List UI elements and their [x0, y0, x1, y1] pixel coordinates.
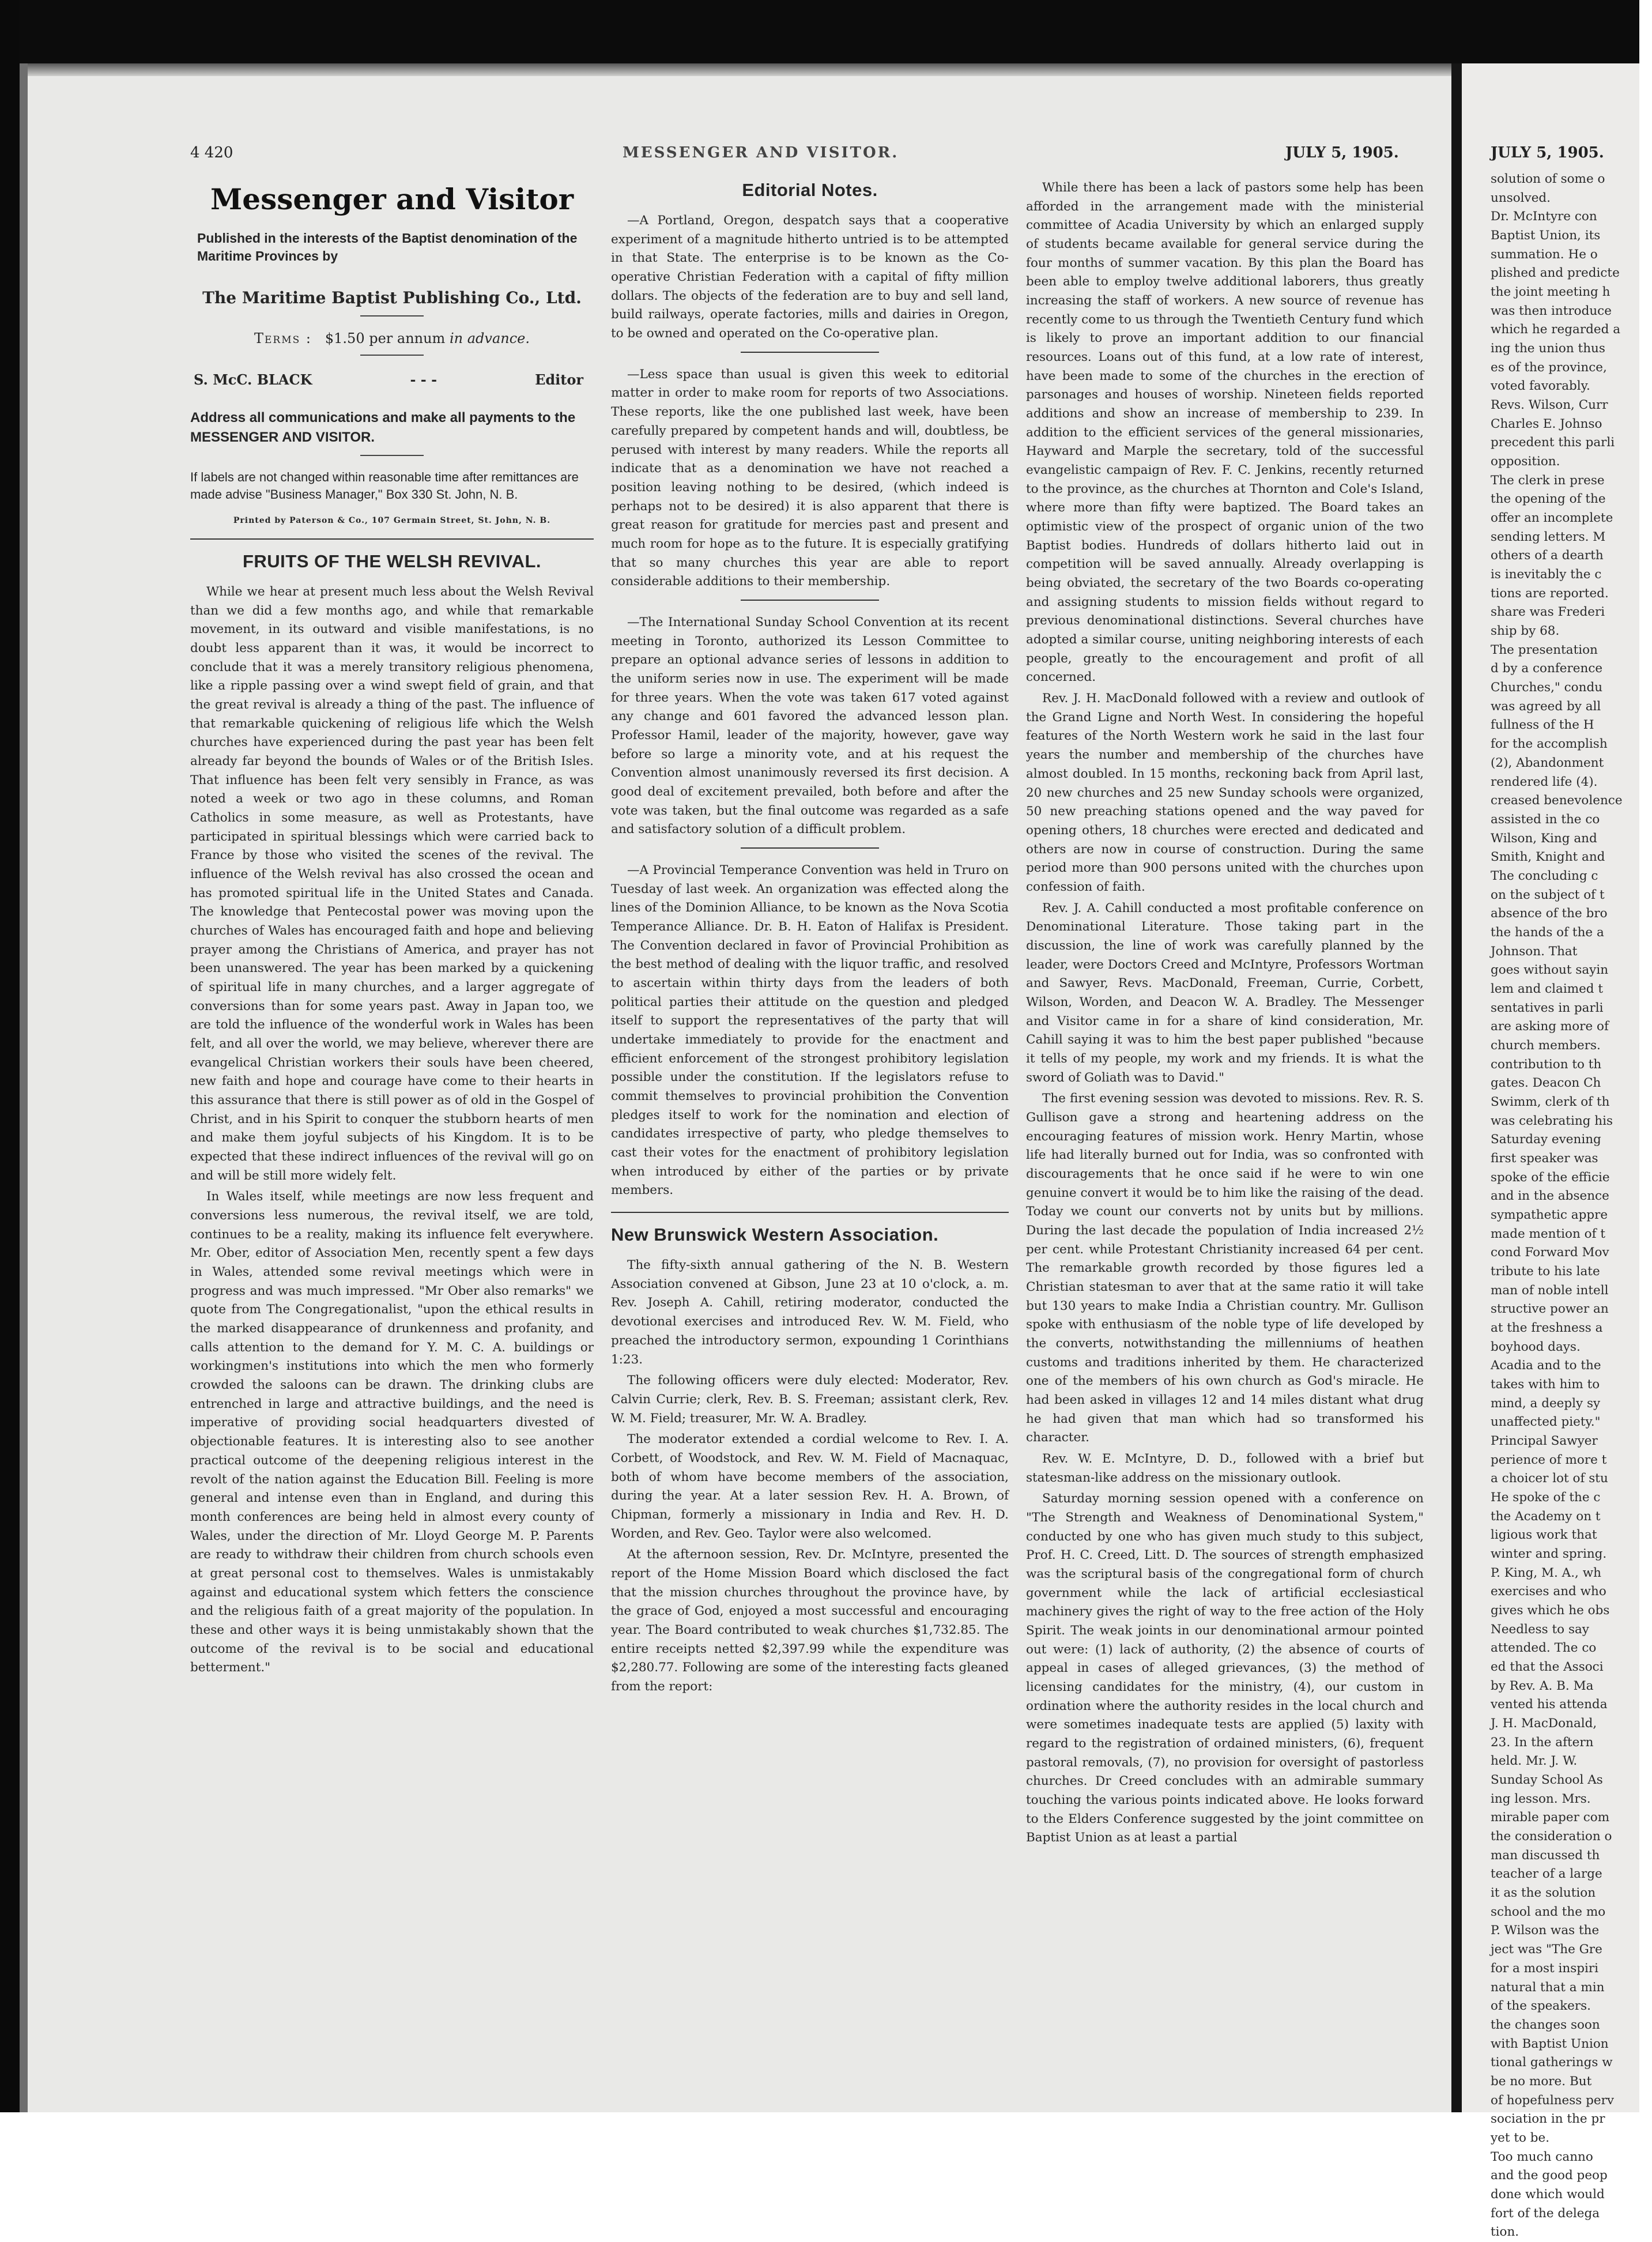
association-heading: New Brunswick Western Association. [611, 1224, 939, 1245]
editor-dashes: - - - [410, 371, 437, 389]
article-paragraph: Rev. J. A. Cahill conducted a most profitable conference on Denominational Literature. Those taking part in the discussion, the line of work was carefully planned by the leader, were Doctors Creed and McIntyre, Professors Wortman and Sawyer, Revs. MacDonald, Freeman, Currie, Corbett, Wilson, Worden, and Deacon W. A. Bradley. The Messenger and Visitor came in for a share of kind consideration, Mr. Cahill saying it was to him the best paper published "because it tells of my people, my work and my friends. It is what the sword of Goliath was to David." [1026, 900, 1424, 1085]
article-paragraph: Rev. W. E. McIntyre, D. D., followed with a brief but statesman-like address on the missionary outlook. [1026, 1452, 1424, 1485]
masthead-subtitle: Published in the interests of the Baptist denomination of the Maritime Provinces by [197, 231, 578, 264]
masthead-title: Messenger and Visitor [210, 182, 574, 216]
editor-line [190, 370, 594, 390]
divider [741, 847, 879, 849]
labels-notice: If labels are not changed within reasonable time after remittances are made advise "Business Manager," Box 330 St. John, N. B. [190, 470, 579, 502]
article-paragraph: While we hear at present much less about the Welsh Revival than we did a few months ago, and while that remarkable movement, in its outward and visible manifestations, is no doubt less apparent than it was, it would be incorrect to conclude that it was a merely transitory religious phenomena, like a ripple passing over a wind swept field of grain, and that the great revival is already a thing of the past. The influence of that remarkable quickening of religious life which the Welsh churches have experienced during the past year has been felt already far beyond the bounds of Wales or of the British Isles. That influence has been felt very sensibly in France, as was noted a week or two ago in these columns, and Roman Catholics in some measure, as well as Protestants, have participated in spiritual blessings which were carried back to France by those who visited the scenes of the revival. The influence of the Welsh revival has also crossed the ocean and has promoted spiritual life in the United States and Canada. The knowledge that Pentecostal power was moving upon the churches of Wales has encouraged faith and hope and believing prayer among the Christians of America, and prayer has not been unanswered. The year has been marked by a quickening of spiritual life in many churches, and a larger aggregate of conversions than for some years past. Away in Japan too, we are told the influence of the wonderful work in Wales has been felt, and all over the world, we may believe, wherever there are evangelical Christian workers their souls have been cheered, new faith and hope and courage have come to their hearts in this assurance that there is still power as of old in the Gospel of Christ, and in his Spirit to conquer the stubborn hearts of men and make them joyful subjects of his Kingdom. It is to be expected that these indirect influences of the revival will go on and will be still more widely felt. [190, 584, 594, 1183]
divider [611, 1212, 1009, 1213]
divider [360, 455, 424, 456]
column-3 [1026, 179, 1424, 2093]
article-paragraph: The moderator extended a cordial welcome to Rev. I. A. Corbett, of Woodstock, and Rev. W. M. Field of Macnaquac, both of whom have become members of the association, during the year. At a later session Rev. H. A. Brown, of Chipman, formerly a missionary in India and Rev. H. D. Worden, and Rev. Geo. Taylor were also welcomed. [611, 1432, 1009, 1541]
divider [741, 352, 879, 353]
editorial-note: —A Provincial Temperance Convention was held in Truro on Tuesday of last week. An organization was effected along the lines of the Dominion Alliance, to be known as the Nova Scotia Temperance Alliance. Dr. B. H. Eaton of Halifax is President. The Convention declared in favor of Provincial Prohibition as the best method of dealing with the liquor traffic, and resolved to ascertain within thirty days from the leaders of both political parties their attitude on the question and pledged itself to support the representatives of the party that will undertake immediately to provide for the enactment and efficient enforcement of the strongest prohibitory legislation possible under the constitution. If the legislators refuse to commit themselves to provincial prohibition the Convention pledges itself to work for the nomination and election of candidates irrespective of party, who pledge themselves to cast their votes for the enactment of prohibitory legislation when introduced by either of the parties or by private members. [611, 862, 1009, 1198]
divider [741, 600, 879, 601]
address-notice: Address all communications and make all payments to the MESSENGER AND VISITOR. [190, 409, 576, 446]
running-date: JULY 5, 1905. [1285, 144, 1399, 161]
terms-price: $1.50 per annum [325, 330, 446, 346]
article-paragraph: The following officers were duly elected: Moderator, Rev. Calvin Currie; clerk, Rev. B. S. Freeman; assistant clerk, Rev. W. M. Field; treasurer, Mr. W. A. Bradley. [611, 1373, 1009, 1426]
running-paper-title: MESSENGER AND VISITOR. [623, 144, 899, 161]
column-1 [190, 173, 594, 2087]
terms-suffix: in advance. [449, 330, 530, 346]
scan-left-shadow [20, 63, 28, 2112]
editorial-note: —Less space than usual is given this week to editorial matter in order to make room for reports of two Associations. These reports, like the one published last week, have been carefully prepared by competent hands and will, doubtless, be perused with interest by many readers. While the reports all indicate that as a denomination we have not reached a position leaving nothing to be desired, (which indeed is perhaps not to be desired) it is also apparent that there is great reason for gratitude for mercies past and present and much room for hope as to the future. It is especially gratifying that so many churches this year are able to report considerable additions to their membership. [611, 367, 1009, 589]
page-number: 4 420 [190, 144, 233, 161]
divider [360, 355, 424, 356]
facing-page-text: solution of some o unsolved. Dr. McIntyre con Baptist Union, its summation. He o plished and predicte the joint meeting h was then introduce which he regarded a ing the union thus es of the province, voted favorably. Revs. Wilson, Curr Charles E. Johnso precedent this parli opposition. The clerk in prese the opening of the offer an incomplete sending letters. M others of a dearth is inevitably the c tions are reported. share was Frederi ship by 68. The presentation d by a conference Churches," condu was agreed by all fullness of the H for the accomplish (2), Abandonment rendered life (4). creased benevolence assisted in the co Wilson, King and Smith, Knight and The concluding c on the subject of t absence of the bro the hands of the a Johnson. That goes without sayin lem and claimed t sentatives in parli are asking more of church members. contribution to th gates. Deacon Ch Swimm, clerk of th was celebrating his Saturday evening first speaker was spoke of the efficie and in the absence sympathetic appre made mention of t cond Forward Mov tribute to his late man of noble intell structive power an at the freshness a boyhood days. Acadia and to the takes with him to mind, a deeply sy unaffected piety." Principal Sawyer perience of more t a choicer lot of stu He spoke of the c the Academy on t ligious work that winter and spring. P. King, M. A., wh exercises and who gives which he obs Needless to say attended. The co ed that the Associ by Rev. A. B. Ma vented his attenda J. H. MacDonald, 23. In the aftern held. Mr. J. W. Sunday School As ing lesson. Mrs. mirable paper com the consideration o man discussed th teacher of a large it as the solution school and the mo P. Wilson was the ject was "The Gre for a most inspiri natural that a min of the speakers. the changes soon with Baptist Union tional gatherings w be no more. But of hopefulness perv sociation in the pr yet to be. Too much canno and the good peop done which would fort of the delega tion. [1491, 172, 1623, 2240]
scan-top-border [0, 0, 1639, 63]
article-paragraph: Rev. J. H. MacDonald followed with a review and outlook of the Grand Ligne and North West. In considering the hopeful features of the North Western work he said in the last four years the number and membership of the churches have almost doubled. In 15 months, reckoning back from April last, 20 new churches and 25 new Sunday schools were organized, 50 new preaching stations opened and the way paved for opening others, 18 churches were erected and dedicated and others are now in course of construction. During the same period more than 900 persons united with the churches upon confession of faith. [1026, 691, 1424, 894]
scan-left-border [0, 0, 20, 2112]
article-paragraph: At the afternoon session, Rev. Dr. McIntyre, presented the report of the Home Mission Board which disclosed the fact that the mission churches throughout the province have, by the grace of God, enjoyed a most successful and encouraging year. The Board contributed to weak churches $1,732.85. The entire receipts netted $2,397.99 while the expenditure was $2,280.77. Following are some of the interesting facts gleaned from the report: [611, 1547, 1009, 1694]
page-top-shadow [28, 63, 1451, 76]
subscription-terms [190, 328, 594, 349]
divider [190, 538, 594, 540]
article-paragraph: The fifty-sixth annual gathering of the N. B. Western Association convened at Gibson, June 23 at 10 o'clock, a. m. Rev. Joseph A. Cahill, retiring moderator, conducted the devotional exercises and introduced Rev. W. M. Field, who preached the introductory sermon, expounding 1 Corinthians 1:23. [611, 1258, 1009, 1367]
facing-page-date: JULY 5, 1905. [1491, 144, 1604, 161]
column-2 [611, 173, 1009, 2087]
editorial-notes-heading: Editorial Notes. [742, 180, 878, 200]
article-paragraph: While there has been a lack of pastors some help has been afforded in the arrangement made with the ministerial committee of Acadia University by which an enlarged supply of students became available for general service during the four months of summer vacation. By this plan the Board has been able to employ twelve additional laborers, thus greatly increasing the staff of workers. A new source of revenue has recently come to us through the Twentieth Century fund which is likely to prove an important addition to our financial resources. Loans out of this fund, at a low rate of interest, have been made to some of the churches in the erection of parsonages and houses of worship. Nineteen fields reported additions and show an increase of membership to 239. In addition to the efficient services of the general missionaries, Hayward and Marple the secretary, told of the successful evangelistic campaign of Rev. F. C. Jenkins, recently returned to the province, as the churches at Thornton and Cole's Island, where more than fifty were baptized. The Board takes an optimistic view of the prospect of organic union of the two Baptist bodies. Hundreds of dollars hitherto laid out in competition will be saved annually. Already overlapping is being obviated, the secretary of the two Boards co-operating and assigning students to mission fields without regard to previous denominational distinctions. Several churches have adopted a similar course, uniting neighboring interests of each people, greatly to the encouragement and profit of all concerned. [1026, 180, 1424, 685]
editorial-note: —The International Sunday School Convention at its recent meeting in Toronto, authorized its Lesson Committee to prepare an optional advance series of lessons in addition to the uniform series now in use. The experiment will be made for three years. When the vote was taken 617 voted against any change and 601 favored the advanced lesson plan. Professor Hamil, leader of the majority, however, gave way before so large a minority vote, and at his request the Convention almost unanimously reversed its first decision. A good deal of excitement prevailed, both before and after the vote was taken, but the final outcome was regarded as a safe and satisfactory solution of a difficult problem. [611, 615, 1009, 837]
facing-page [1462, 63, 1639, 2240]
editor-name: S. McC. BLACK [194, 371, 312, 389]
editorial-note: —A Portland, Oregon, despatch says that a cooperative experiment of a magnitude hitherto untried is to be attempted in that State. The enterprise is to be known as the Co-operative Christian Federation with a capital of fifty million dollars. The objects of the federation are to buy and sell land, build railways, operate factories, mills and dairies in Oregon, to be owned and operated on the Co-operative plan. [611, 213, 1009, 341]
publisher-name: The Maritime Baptist Publishing Co., Ltd. [202, 288, 582, 308]
article-heading-welsh-revival: FRUITS OF THE WELSH REVIVAL. [242, 551, 542, 571]
terms-label: Terms : [254, 330, 312, 346]
article-paragraph: The first evening session was devoted to missions. Rev. R. S. Gullison gave a strong and heartening address on the encouraging features of mission work. Henry Martin, whose life had literally burned out for India, was so confronted with discouragements that he once said if he were to win one genuine convert it would be to him like the raising of the dead. Today we count our converts not by units but by millions. During the last decade the population of India increased 2½ per cent. while Protestant Christianity increased 64 per cent. The remarkable growth recorded by those figures led a Christian statesman to aver that at the same ratio it will take but 130 years to make India a Christian country. Mr. Gullison spoke with enthusiasm of the noble type of life developed by the converts, notwithstanding the millenniums of heathen customs and traditions inherited by them. He characterized one of the members of his own church as God's miracle. He had been asked in villages 12 and 14 miles distant what drug he had given that man which had so transformed his character. [1026, 1091, 1424, 1445]
page-gutter [1451, 63, 1462, 2112]
article-paragraph: Saturday morning session opened with a conference on "The Strength and Weakness of Denominational System," conducted by one who has given much study to this subject, Prof. H. C. Creed, Litt. D. The sources of strength emphasized was the scriptural basis of the congregational form of church government while the lack of artificial ecclesiastical machinery gives the right of way to the free action of the Holy Spirit. The weak joints in our denominational armour pointed out were: (1) lack of authority, (2) the absence of courts of appeal in cases of alleged grievances, (3) the method of licensing candidates for the ministry, (4), our custom in ordination where the authority resides in the local church and were sometimes inadequate tests are applied (5) laxity with regard to the registration of ordained ministers, (6), frequent pastoral removals, (7), no provision for oversight of pastorless churches. Dr Creed concludes with an admirable summary touching the various points indicated above. He looks forward to the Elders Conference suggested by the joint committee on Baptist Union as at least a partial [1026, 1491, 1424, 1845]
divider [360, 315, 424, 316]
printer-line: Printed by Paterson & Co., 107 Germain Street, St. John, N. B. [233, 515, 551, 525]
editor-role: Editor [535, 371, 583, 389]
article-paragraph: In Wales itself, while meetings are now less frequent and conversions less numerous, the revival itself, we are told, continues to be a reality, making its influence felt everywhere. Mr. Ober, editor of Association Men, recently spent a few days in Wales, attended some revival meetings which were in progress and was much impressed. "Mr Ober also remarks" we quote from The Congregationalist, "upon the ethical results in the marked disappearance of drunkenness and profanity, and calls attention to the demand for Y. M. C. A. buildings or workingmen's institutions into which the men who formerly crowded the saloons can be drawn. The drinking clubs are entrenched in large and attractive buildings, and the need is imperative of providing social headquarters divested of objectionable features. It is interesting also to see another practical outcome of the deepening religious interest in the revolt of the nation against the Education Bill. Feeling is more general and intense even than in England, and during this month conferences are being held in almost every county of Wales, under the direction of Mr. Lloyd George M. P. Parents are ready to withdraw their children from church schools even at great personal cost to themselves. Wales is unmistakably against and educational system which fetters the conscience and the religious faith of a great majority of the population. In these and other ways it is being unmistakably shown that the outcome of the revival is to be social and educational betterment." [190, 1189, 594, 1675]
